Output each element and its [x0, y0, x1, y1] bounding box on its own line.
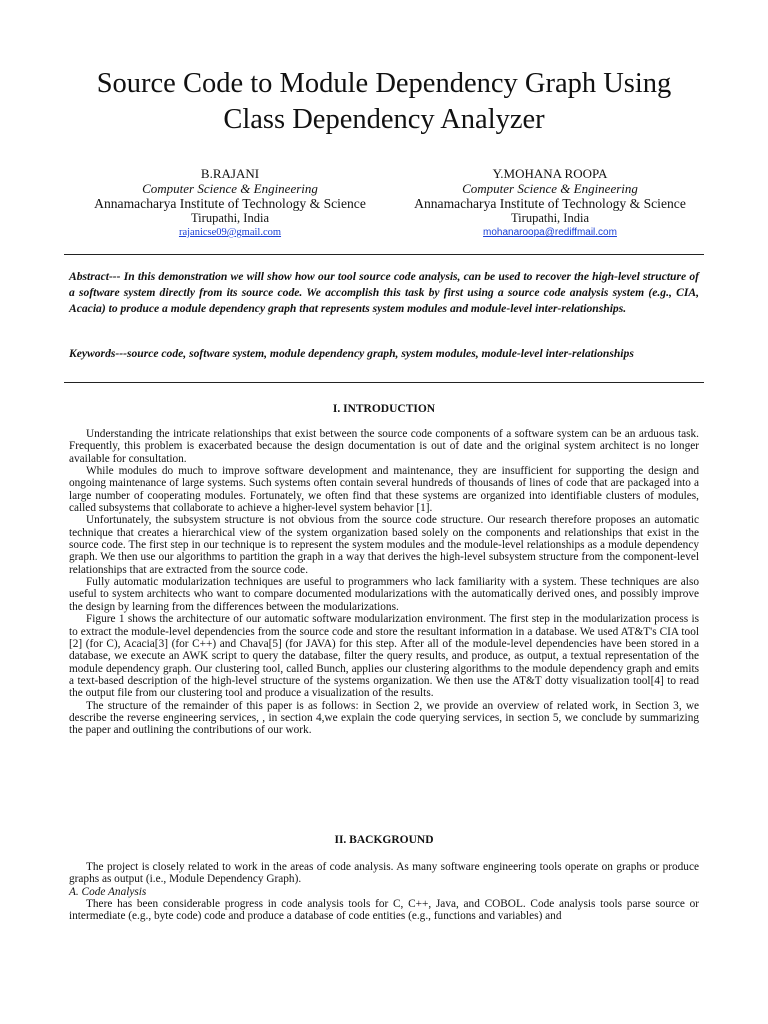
section-heading-introduction: I. INTRODUCTION [332, 403, 436, 415]
author-department: Computer Science & Engineering [462, 181, 638, 196]
author-name: Y.MOHANA ROOPA [492, 166, 608, 181]
paragraph: Figure 1 shows the architecture of our automatic software modularization environment. The first step in the modularization process is to extract the module-level dependencies from the source code and store the resultant information in a database. We used AT&T's CIA tool [2] (for C), Acacia[3] (for C++) and Chava[5] (for JAVA) for this step. After all of the module-level dependencies have been stored in a database, we execute an AWK script to query the database, filter the query results, and produce, as output, a textual representation of the module dependency graph. Our clustering tool, called Bunch, applies our clustering algorithms to the module dependency graph and emits a text-based description of the high-level structure of the systems organization. We then use the AT&T dotty visualization tool[4] to read the output file from our clustering tool and produce a visualization of the results. [69, 613, 699, 700]
author-email-link[interactable]: mohanaroopa@rediffmail.com [483, 227, 617, 238]
paper-title [40, 66, 728, 138]
paper-title-line-2: Class Dependency Analyzer [223, 104, 545, 135]
paper-title-line-1: Source Code to Module Dependency Graph Using [96, 68, 672, 99]
paragraph: There has been considerable progress in code analysis tools for C, C++, Java, and COBOL. Code analysis tools parse source or intermediate (e.g., byte code) code and produce a database of code entities (e.g., functions and variables) and [69, 898, 699, 923]
abstract: Abstract--- In this demonstration we will show how our tool source code analysis, can be used to recover the high-level structure of a software system directly from its source code. We accomplish this task by first using a source code analysis system (e.g., CIA, Acacia) to produce a module dependency graph that represents system modules and module-level inter-relationships. [69, 270, 699, 315]
paragraph: The project is closely related to work in the areas of code analysis. As many software engineering tools operate on graphs or produce graphs as output (i.e., Module Dependency Graph). [69, 861, 699, 886]
paragraph: While modules do much to improve software development and maintenance, they are insufficient for supporting the design and ongoing maintenance of large systems. Such systems often contain several hundreds of thousands of lines of code that are packaged into a large number of cooperating modules. Fortunately, we often find that these systems are organized into identifiable clusters of modules, called subsystems that collaborate to achieve a higher-level system behavior [1]. [69, 465, 699, 515]
divider-top [64, 254, 704, 255]
paragraph: The structure of the remainder of this paper is as follows: in Section 2, we provide an overview of related work, in Section 3, we describe the reverse engineering services, , in section 4,we explain the code querying services, in section 5, we conclude by summarizing the paper and outlining the contributions of our work. [69, 699, 699, 737]
section-heading-background: II. BACKGROUND [334, 834, 434, 846]
paragraph: Understanding the intricate relationships that exist between the source code components of a software system can be an arduous task. Frequently, this problem is exacerbated because the design documentation is out of date and the original system architect is no longer available for consultation. [69, 428, 699, 465]
author-block-1 [80, 166, 380, 239]
author-institution: Annamacharya Institute of Technology & Science [414, 196, 686, 211]
author-location: Tirupathi, India [190, 211, 269, 225]
introduction-body [69, 428, 699, 737]
keywords: Keywords---source code, software system, module dependency graph, system modules, module-level inter-relationships [69, 347, 634, 360]
author-email-link[interactable]: rajanicse09@gmail.com [178, 227, 282, 238]
subsection-title: A. Code Analysis [69, 885, 147, 898]
paragraph: Unfortunately, the subsystem structure is not obvious from the source code structure. Our research therefore proposes an automatic technique that creates a hierarchical view of the system organization based solely on the components and relationships that exist in the source code. The first step in our technique is to represent the system modules and the module-level relationships as a module dependency graph. We then use our algorithms to partition the graph in a way that derives the high-level subsystem structure from the component-level relationships that are extracted from the source code. [69, 514, 699, 576]
background-body [69, 861, 699, 923]
author-department: Computer Science & Engineering [142, 181, 318, 196]
author-institution: Annamacharya Institute of Technology & Science [94, 196, 366, 211]
author-block-2 [398, 166, 702, 239]
author-location: Tirupathi, India [510, 211, 589, 225]
paragraph: Fully automatic modularization techniques are useful to programmers who lack familiarity with a system. These techniques are also useful to system architects who want to compare documented modularizations with the automatically derived ones, and possibly improve the design by learning from the differences between the modularizations. [69, 576, 699, 613]
divider-bottom [64, 382, 704, 383]
author-name: B.RAJANI [200, 166, 260, 181]
